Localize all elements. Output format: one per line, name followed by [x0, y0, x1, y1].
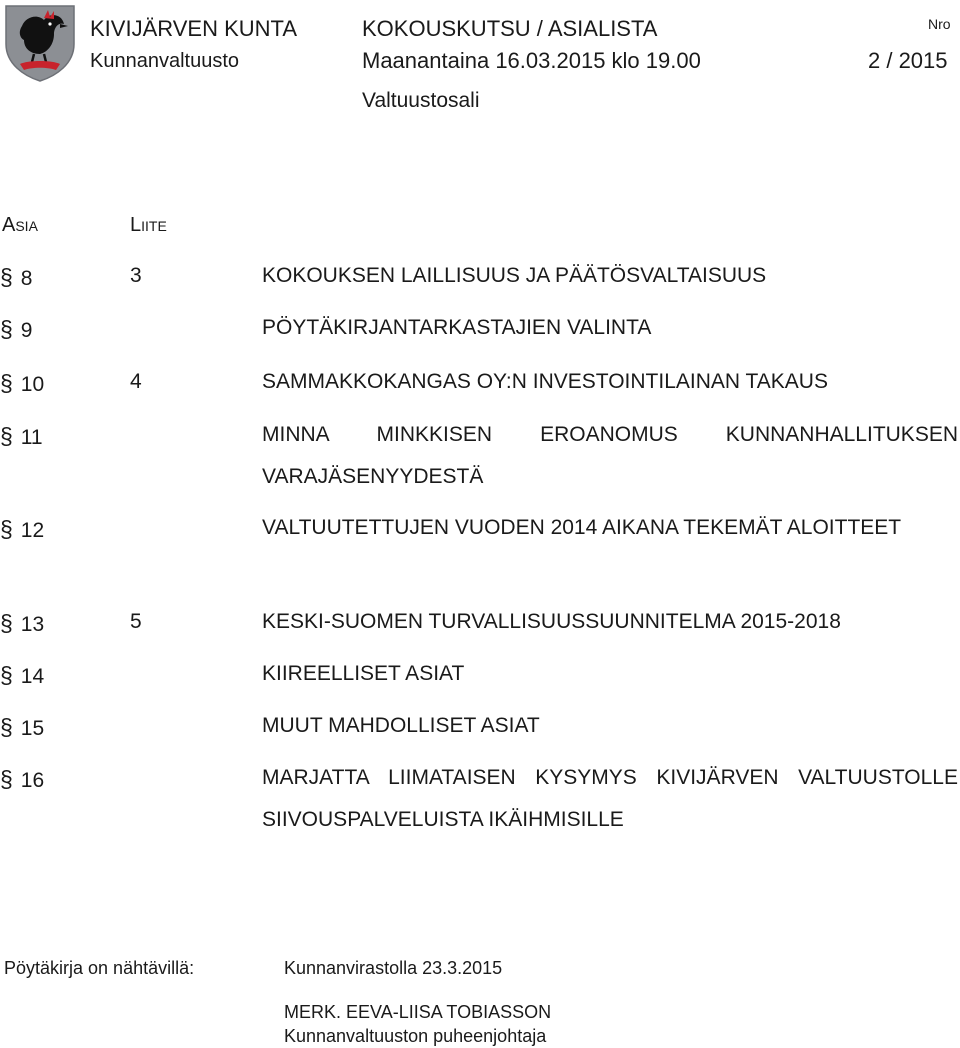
section-sign: § — [0, 423, 13, 449]
organization-name: KIVIJÄRVEN KUNTA — [90, 16, 298, 41]
section-number: 10 — [20, 373, 45, 396]
section-number: 9 — [20, 319, 33, 342]
agenda-item-section — [0, 423, 43, 450]
section-sign: § — [0, 264, 13, 290]
governing-body: Kunnanvaltuusto — [90, 50, 240, 72]
section-number: 12 — [20, 519, 45, 542]
attachment-number: 5 — [130, 610, 142, 633]
column-header-liite: Liite — [130, 214, 167, 236]
section-sign: § — [0, 766, 13, 792]
agenda-item-section — [0, 264, 32, 291]
signer-title: Kunnanvaltuuston puheenjohtaja — [284, 1026, 547, 1046]
number-label: Nro — [928, 16, 951, 32]
agenda-item-title: KESKI-SUOMEN TURVALLISUUSSUUNNITELMA 2015-2018 — [262, 610, 841, 633]
minutes-availability-value: Kunnanvirastolla 23.3.2015 — [284, 958, 503, 978]
agenda-item-section — [0, 662, 44, 689]
agenda-item-section — [0, 370, 44, 397]
section-sign: § — [0, 662, 13, 688]
agenda-item-title: VALTUUTETTUJEN VUODEN 2014 AIKANA TEKEMÄT ALOITTEET — [262, 516, 902, 539]
section-sign: § — [0, 316, 13, 342]
section-number: 13 — [20, 613, 45, 636]
agenda-item-section — [0, 516, 44, 543]
section-sign: § — [0, 370, 13, 396]
section-sign: § — [0, 610, 13, 636]
signer-name: MERK. EEVA-LIISA TOBIASSON — [284, 1002, 552, 1022]
agenda-item-title: MINNA MINKKISEN EROANOMUS KUNNANHALLITUKSEN VARAJÄSENYYDESTÄ — [262, 423, 958, 488]
meeting-location: Valtuustosali — [362, 89, 480, 112]
agenda-item-section — [0, 766, 44, 793]
agenda-item-title: MUUT MAHDOLLISET ASIAT — [262, 714, 540, 737]
attachment-number: 3 — [130, 264, 142, 287]
column-header-asia: Asia — [2, 214, 38, 236]
section-number: 14 — [20, 665, 45, 688]
coat-of-arms-logo — [4, 4, 76, 82]
agenda-item-section — [0, 610, 44, 637]
section-number: 15 — [20, 717, 45, 740]
section-number: 11 — [20, 426, 43, 449]
meeting-date-time: Maanantaina 16.03.2015 klo 19.00 — [362, 48, 701, 73]
section-sign: § — [0, 714, 13, 740]
section-number: 16 — [20, 769, 45, 792]
agenda-item-title: KOKOUKSEN LAILLISUUS JA PÄÄTÖSVALTAISUUS — [262, 264, 767, 287]
agenda-item-section — [0, 316, 32, 343]
agenda-item-title: MARJATTA LIIMATAISEN KYSYMYS KIVIJÄRVEN VALTUUSTOLLE SIIVOUSPALVELUISTA IKÄIHMISILLE — [262, 766, 958, 831]
section-sign: § — [0, 516, 13, 542]
agenda-item-title: KIIREELLISET ASIAT — [262, 662, 465, 685]
document-number: 2 / 2015 — [868, 48, 948, 73]
agenda-item-title: PÖYTÄKIRJANTARKASTAJIEN VALINTA — [262, 316, 652, 339]
attachment-number: 4 — [130, 370, 142, 393]
agenda-item-title: SAMMAKKOKANGAS OY:N INVESTOINTILAINAN TAKAUS — [262, 370, 828, 393]
section-number: 8 — [20, 267, 33, 290]
agenda-item-section — [0, 714, 44, 741]
document-type: KOKOUSKUTSU / ASIALISTA — [362, 16, 658, 41]
minutes-availability-label: Pöytäkirja on nähtävillä: — [4, 958, 195, 978]
